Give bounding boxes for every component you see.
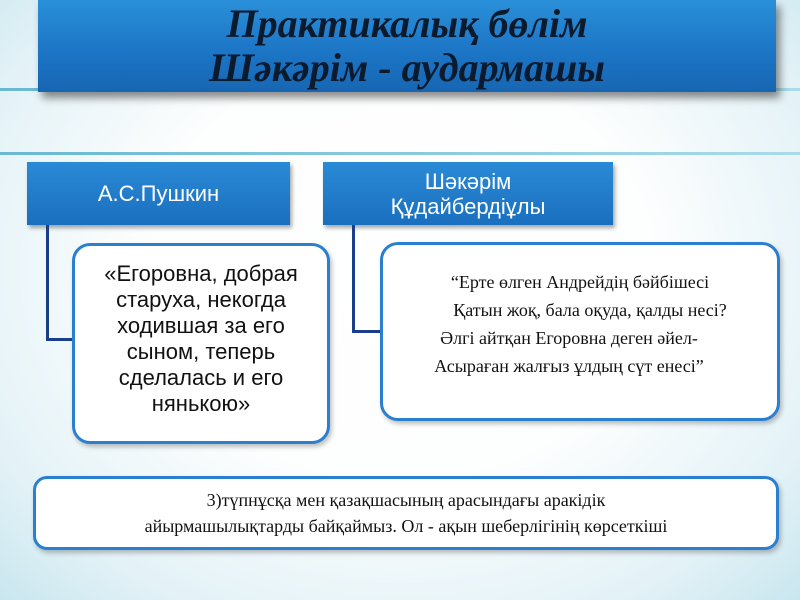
quote-line: сделалась и его bbox=[118, 365, 284, 390]
title-banner bbox=[38, 0, 776, 92]
quote-line: нянькою» bbox=[151, 391, 251, 416]
decorative-line-middle bbox=[0, 152, 800, 155]
connector-left-horizontal bbox=[46, 338, 74, 341]
quote-line: Қатын жоқ, бала оқуда, қалды несі? bbox=[453, 300, 727, 320]
header-shakarim-line1: Шәкәрім bbox=[424, 168, 512, 194]
note-line: 3)түпнұсқа мен қазақшасының арасындағы аракідік bbox=[206, 490, 606, 510]
header-shakarim bbox=[323, 162, 613, 225]
note-line: айырмашылықтарды байқаймыз. Ол - ақын шеберлігінің көрсеткіші bbox=[144, 516, 668, 536]
header-shakarim-line2: Құдайбердіұлы bbox=[390, 193, 546, 219]
card-shakarim-quote bbox=[380, 242, 780, 421]
connector-right-horizontal bbox=[352, 330, 382, 333]
quote-line: Әлгі айтқан Егоровна деген әйел- bbox=[440, 328, 698, 348]
quote-line: «Егоровна, добрая bbox=[104, 261, 298, 286]
quote-line: Асыраған жалғыз ұлдың сүт енесі” bbox=[434, 356, 704, 376]
quote-line: “Ерте өлген Андрейдің бәйбішесі bbox=[450, 272, 710, 292]
quote-line: сыном, теперь bbox=[126, 339, 276, 364]
header-pushkin-label: А.С.Пушкин bbox=[97, 180, 220, 206]
quote-line: старуха, некогда bbox=[116, 287, 286, 312]
card-pushkin-quote bbox=[72, 243, 330, 444]
note-box bbox=[33, 476, 779, 550]
connector-left-vertical bbox=[46, 225, 49, 340]
quote-line: ходившая за его bbox=[117, 313, 285, 338]
page-title: Практикалық бөлім bbox=[226, 1, 588, 46]
header-pushkin bbox=[27, 162, 290, 225]
page-subtitle: Шәкәрім - аудармашы bbox=[208, 45, 606, 90]
connector-right-vertical bbox=[352, 225, 355, 332]
